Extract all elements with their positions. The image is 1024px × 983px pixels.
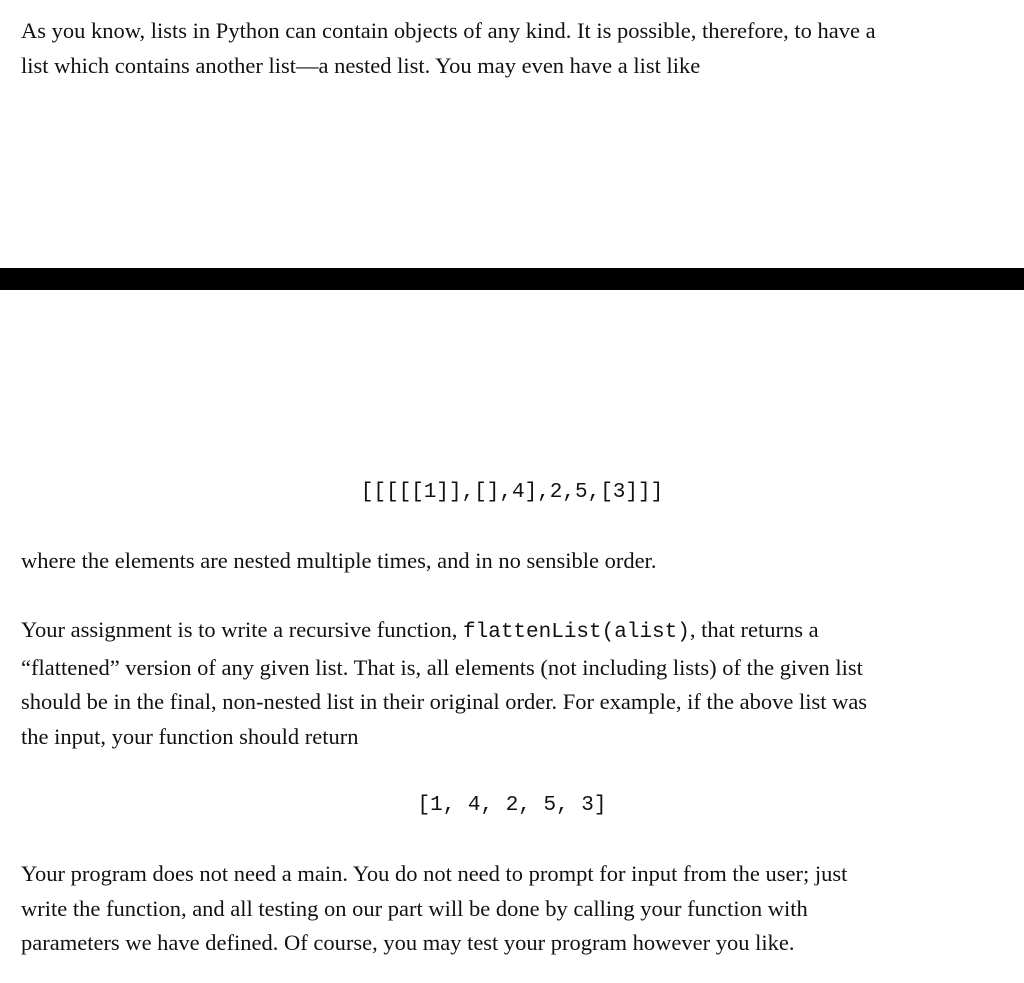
assignment-paragraph [21,613,1006,754]
flattened-list-example: [1, 4, 2, 5, 3] [417,794,607,817]
nested-list-example: [[[[[1]],[],4],2,5,[3]]] [360,481,664,504]
closing-line-3: parameters we have defined. Of course, you may test your program however you like. [21,930,795,955]
assignment-line-1-tail: , that returns a [689,617,819,642]
assignment-line-3: should be in the final, non-nested list in their original order. For example, if the above list was [21,689,868,714]
black-divider-bar [0,268,1024,290]
intro-line-1: As you know, lists in Python can contain objects of any kind. It is possible, therefore, to have a [21,18,876,43]
intro-line-2: list which contains another list—a nested list. You may even have a list like [21,52,701,78]
closing-line-2: write the function, and all testing on our part will be done by calling your function with [21,895,808,921]
closing-line-1: Your program does not need a main. You do not need to prompt for input from the user; just [21,861,848,886]
nested-description: where the elements are nested multiple times, and in no sensible order. [21,548,657,573]
function-signature: flattenList(alist) [463,621,690,644]
assignment-line-2: “flattened” version of any given list. That is, all elements (not including lists) of the given list [21,654,863,680]
assignment-line-4: the input, your function should return [21,723,359,749]
assignment-line-1-text: Your assignment is to write a recursive function, [21,617,464,642]
intro-paragraph [21,14,1006,83]
assignment-line-1 [21,617,819,642]
closing-paragraph [21,857,1006,961]
